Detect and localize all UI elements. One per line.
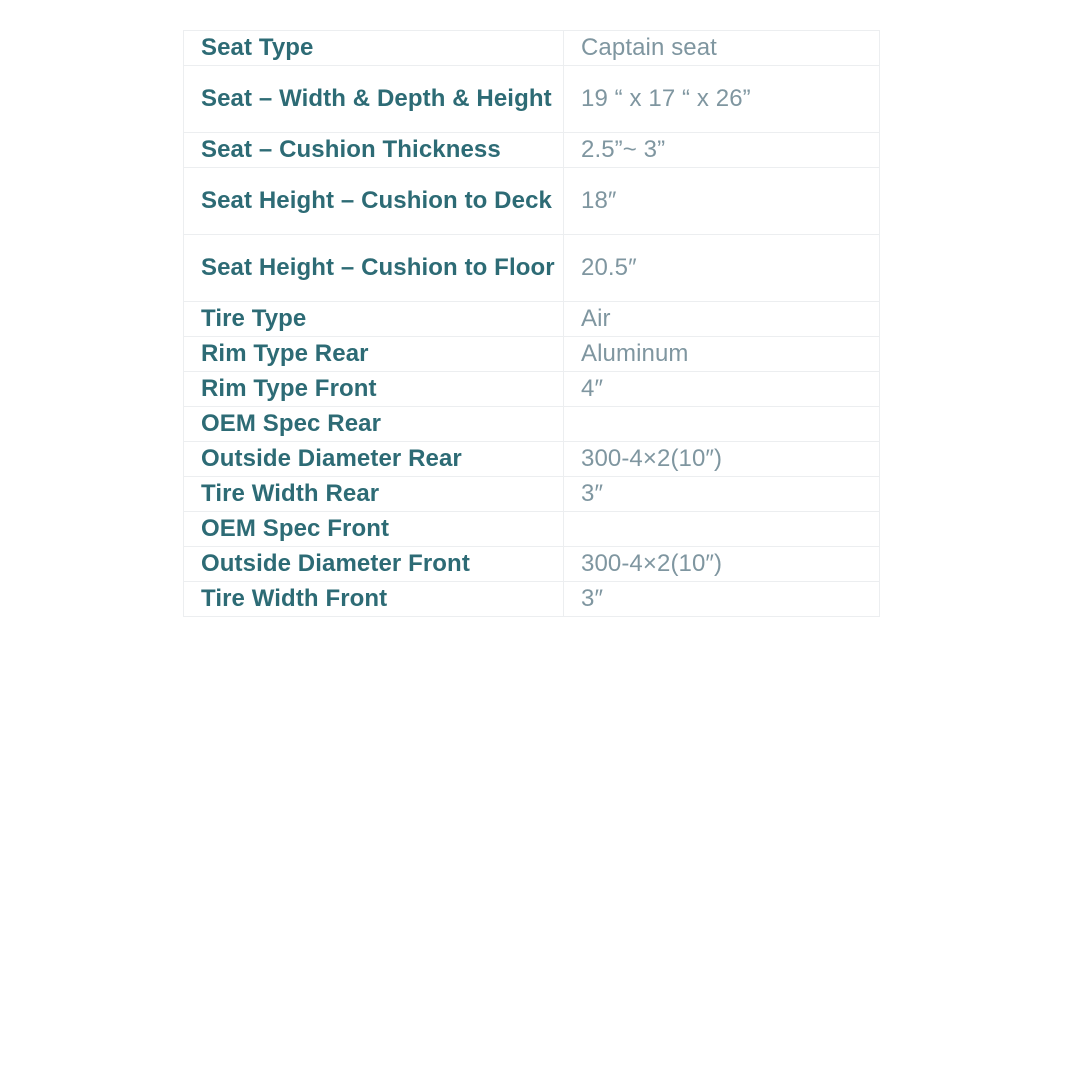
spec-value-cell: 4″ (564, 372, 880, 407)
table-row (184, 302, 880, 337)
spec-label-cell: Seat Height – Cushion to Deck (184, 168, 564, 235)
spec-label-cell: Seat Type (184, 31, 564, 66)
spec-value-cell: 3″ (564, 582, 880, 617)
spec-value-cell (564, 407, 880, 442)
spec-label-cell: Seat – Cushion Thickness (184, 133, 564, 168)
spec-value-cell: 300-4×2(10″) (564, 547, 880, 582)
spec-value-cell (564, 512, 880, 547)
table-row (184, 442, 880, 477)
table-row (184, 477, 880, 512)
specification-table-body (184, 31, 880, 617)
spec-value-cell: 2.5”~ 3” (564, 133, 880, 168)
spec-value-cell: 20.5″ (564, 235, 880, 302)
spec-value-cell: 3″ (564, 477, 880, 512)
table-row (184, 235, 880, 302)
table-row (184, 337, 880, 372)
table-row (184, 407, 880, 442)
table-row (184, 168, 880, 235)
spec-value-cell: Air (564, 302, 880, 337)
spec-label-cell: Rim Type Front (184, 372, 564, 407)
spec-label-cell: Outside Diameter Rear (184, 442, 564, 477)
table-row (184, 547, 880, 582)
spec-value-cell: 300-4×2(10″) (564, 442, 880, 477)
spec-label-cell: Seat Height – Cushion to Floor (184, 235, 564, 302)
table-row (184, 512, 880, 547)
specification-table (183, 30, 880, 617)
table-row (184, 66, 880, 133)
spec-label-cell: Seat – Width & Depth & Height (184, 66, 564, 133)
spec-label-cell: OEM Spec Rear (184, 407, 564, 442)
table-row (184, 372, 880, 407)
spec-value-cell: Aluminum (564, 337, 880, 372)
spec-value-cell: Captain seat (564, 31, 880, 66)
spec-label-cell: Tire Type (184, 302, 564, 337)
table-row (184, 31, 880, 66)
table-row (184, 133, 880, 168)
spec-label-cell: Tire Width Rear (184, 477, 564, 512)
table-row (184, 582, 880, 617)
spec-label-cell: OEM Spec Front (184, 512, 564, 547)
spec-label-cell: Tire Width Front (184, 582, 564, 617)
spec-label-cell: Outside Diameter Front (184, 547, 564, 582)
specification-table-container (183, 30, 880, 617)
spec-value-cell: 19 “ x 17 “ x 26” (564, 66, 880, 133)
spec-label-cell: Rim Type Rear (184, 337, 564, 372)
spec-value-cell: 18″ (564, 168, 880, 235)
